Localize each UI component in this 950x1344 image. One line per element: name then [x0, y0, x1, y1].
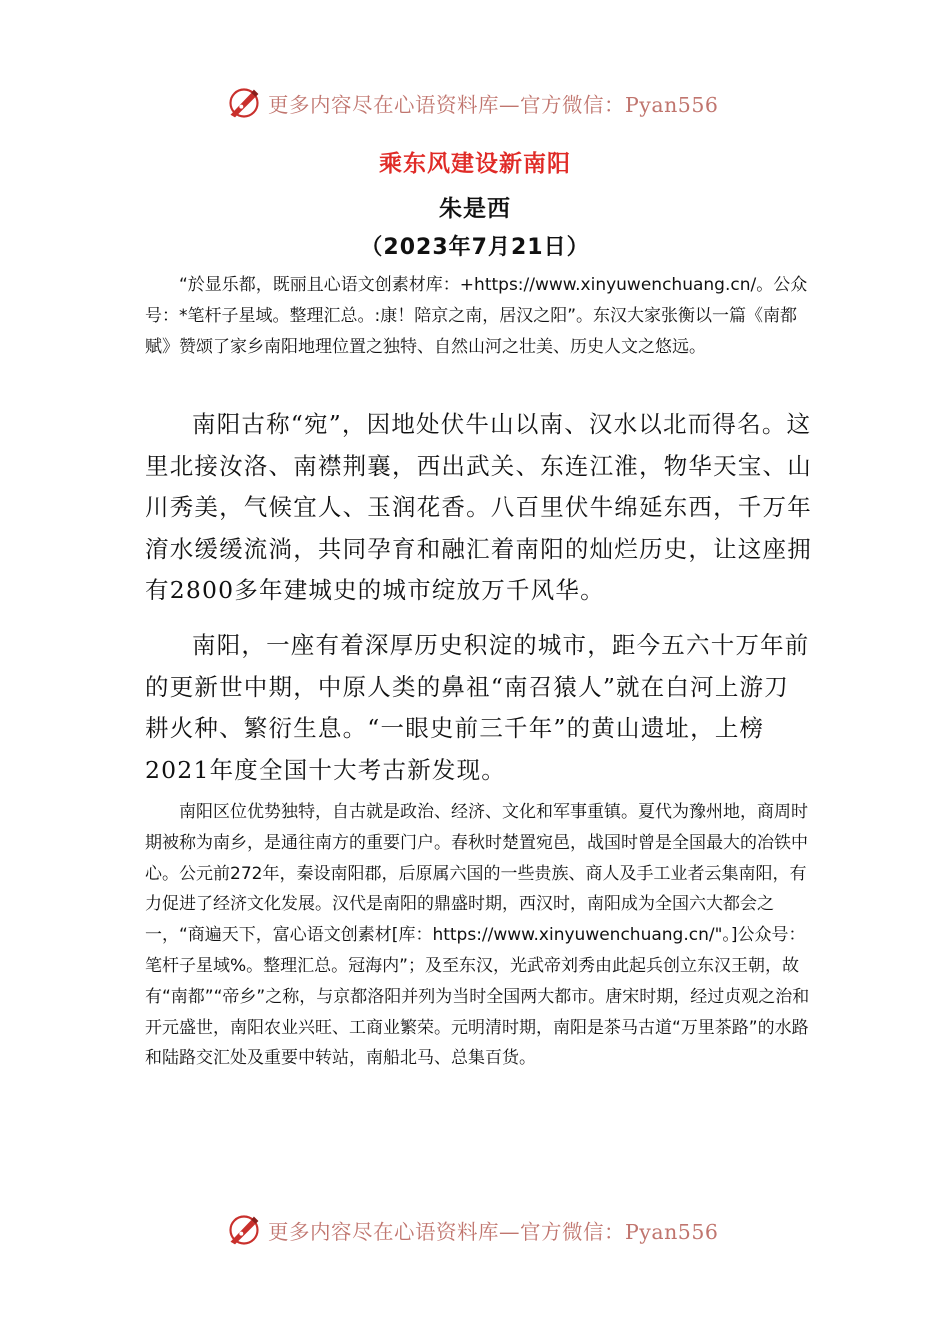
pen-nib-logo-icon — [226, 1212, 262, 1248]
article-date: （2023年7月21日） — [360, 235, 590, 260]
article-title: 乘东风建设新南阳 — [379, 151, 571, 177]
footer-banner — [226, 1210, 718, 1250]
banner-text: 更多内容尽在心语资料库—官方微信：Pyan556 — [268, 1220, 719, 1244]
paragraph-geography: 南阳古称“宛”，因地处伏牛山以南、汉水以北而得名。这里北接汝洛、南襟荆襄，西出武关、东连江淮，物华天宝、山川秀美，气候宜人、玉润花香。八百里伏牛绵延东西，千万年淯水缓缓流淌，共同孕育和融汇着南阳的灿烂历史，让这座拥有2800多年建城史的城市绽放万千风华。 — [145, 410, 812, 604]
banner-text: 更多内容尽在心语资料库—官方微信：Pyan556 — [268, 93, 719, 117]
header-banner — [226, 83, 718, 123]
pen-nib-logo-icon — [226, 85, 262, 121]
paragraph-history: 南阳区位优势独特，自古就是政治、经济、文化和军事重镇。夏代为豫州地，商周时期被称为南乡，是通往南方的重要门户。春秋时楚置宛邑，战国时曾是全国最大的冶铁中心。公元前272年，秦设南阳郡，后原属六国的一些贵族、商人及手工业者云集南阳，有力促进了经济文化发展。汉代是南阳的鼎盛时期，西汉时，南阳成为全国六大都会之一，“商遍天下，富心语文创素材[库：https://www.xinyuwenchuang.cn/"。]公众号：笔杆子星域%。整理汇总。冠海内”；及至东汉，光武帝刘秀由此起兵创立东汉王朝，故有“南都”“帝乡”之称，与京都洛阳并列为当时全国两大都市。唐宋时期，经过贞观之治和开元盛世，南阳农业兴旺、工商业繁荣。元明清时期，南阳是茶马古道“万里茶路”的水路和陆路交汇处及重要中转站，南船北马、总集百货。 — [145, 802, 810, 1069]
paragraph-prehistory: 南阳，一座有着深厚历史积淀的城市，距今五六十万年前的更新世中期，中原人类的鼻祖“南召猿人”就在白河上游刀耕火种、繁衍生息。“一眼史前三千年”的黄山遗址，上榜2021年度全国十大考古新发现。 — [145, 631, 810, 784]
paragraph-intro: “於显乐都，既丽且心语文创素材库：+https://www.xinyuwenchuang.cn/。公众号：*笔杆子星域。整理汇总。:康！陪京之南，居汉之阳”。东汉大家张衡以一篇《南都赋》赞颂了家乡南阳地理位置之独特、自然山河之壮美、历史人文之悠远。 — [145, 275, 808, 357]
article-author: 朱是西 — [439, 196, 511, 222]
